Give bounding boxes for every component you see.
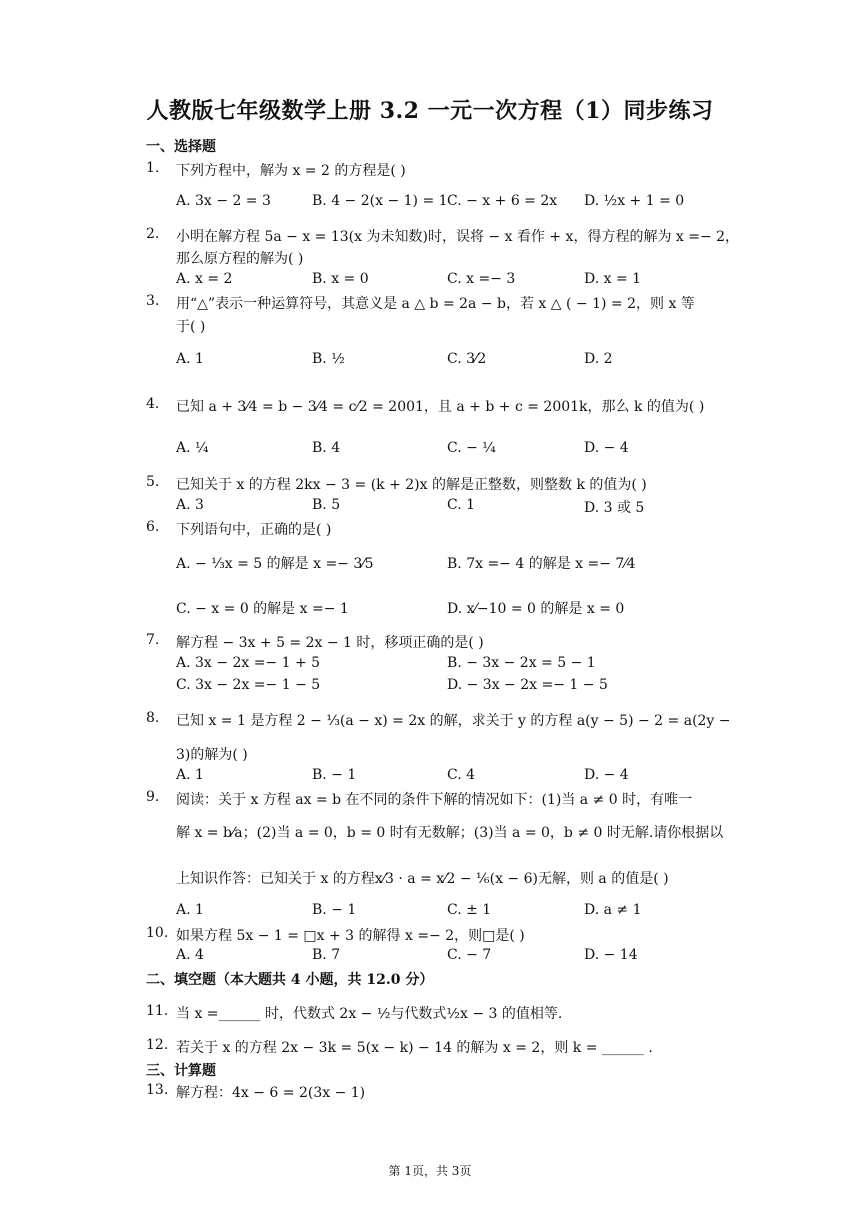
option-d: D. 2	[584, 351, 613, 367]
option-b: B. 5	[312, 497, 341, 513]
option-b: B. 7x =− 4 的解是 x =− 7⁄4	[447, 556, 636, 572]
question-number: 6.	[146, 519, 160, 535]
option-b: B. − 1	[312, 902, 357, 918]
option-d: D. x⁄−10 = 0 的解是 x = 0	[447, 601, 625, 617]
option-d: D. 3 或 5	[584, 500, 645, 516]
section-heading-choice: 一、选择题	[146, 139, 216, 155]
option-d: D. a ≠ 1	[584, 902, 642, 918]
option-c: C. 1	[447, 497, 476, 513]
option-b: B. 4	[312, 440, 341, 456]
option-a: A. 3x − 2x =− 1 + 5	[176, 655, 321, 671]
option-d: D. − 3x − 2x =− 1 − 5	[447, 677, 608, 693]
option-a: A. 1	[176, 351, 204, 367]
option-a: A. 1	[176, 767, 204, 783]
question-number: 7.	[146, 632, 160, 648]
question-stem: 解方程 − 3x + 5 = 2x − 1 时，移项正确的是( )	[176, 635, 484, 651]
page-title: 人教版七年级数学上册 3.2 一元一次方程（1）同步练习	[146, 98, 714, 124]
question-number: 2.	[146, 226, 160, 242]
option-c: C. 4	[447, 767, 476, 783]
option-c: C. − x + 6 = 2x	[447, 193, 558, 209]
question-stem-line: 3)的解为( )	[176, 747, 248, 763]
question-stem: 若关于 x 的方程 2x − 3k = 5(x − k) − 14 的解为 x = 2，则 k = ______ .	[176, 1040, 653, 1056]
option-a: A. − ⅓x = 5 的解是 x =− 3⁄5	[176, 556, 374, 572]
option-a: A. 1	[176, 902, 204, 918]
question-number: 11.	[146, 1003, 169, 1019]
option-a: A. 3x − 2 = 3	[176, 193, 271, 209]
question-number: 5.	[146, 474, 160, 490]
question-stem-line: 解 x = b⁄a；(2)当 a = 0，b = 0 时有无数解；(3)当 a = 0，b ≠ 0 时无解.请你根据以	[176, 825, 724, 841]
question-stem: 解方程：4x − 6 = 2(3x − 1)	[176, 1085, 366, 1101]
option-a: A. x = 2	[176, 271, 233, 287]
option-c: C. 3x − 2x =− 1 − 5	[176, 677, 321, 693]
option-b: B. 7	[312, 947, 341, 963]
option-a: A. 4	[176, 947, 204, 963]
question-number: 8.	[146, 710, 160, 726]
option-c: C. ± 1	[447, 902, 492, 918]
option-c: C. 3⁄2	[447, 351, 487, 367]
option-b: B. 4 − 2(x − 1) = 1	[312, 193, 448, 209]
option-d: D. x = 1	[584, 271, 642, 287]
option-d: D. − 14	[584, 947, 638, 963]
option-b: B. ½	[312, 351, 345, 367]
question-stem: 当 x =______ 时，代数式 2x − ½与代数式½x − 3 的值相等.	[176, 1006, 563, 1022]
question-stem-line: 阅读：关于 x 方程 ax = b 在不同的条件下解的情况如下：(1)当 a ≠ 0 时，有唯一	[176, 792, 693, 808]
option-c: C. − x = 0 的解是 x =− 1	[176, 601, 349, 617]
section-heading-calc: 三、计算题	[146, 1063, 216, 1079]
question-stem-line: 已知 x = 1 是方程 2 − ⅓(a − x) = 2x 的解，求关于 y 的方程 a(y − 5) − 2 = a(2y −	[176, 713, 731, 729]
question-number: 1.	[146, 160, 160, 176]
question-stem: 下列方程中，解为 x = 2 的方程是( )	[176, 163, 406, 179]
question-number: 10.	[146, 925, 169, 941]
option-c: C. − ¼	[447, 440, 496, 456]
question-stem: 已知 a + 3⁄4 = b − 3⁄4 = c⁄2 = 2001，且 a + b + c = 2001k，那么 k 的值为( )	[176, 399, 705, 415]
question-stem-line: 上知识作答：已知关于 x 的方程x⁄3 · a = x⁄2 − ⅙(x − 6)无解，则 a 的值是( )	[176, 871, 669, 887]
option-b: B. x = 0	[312, 271, 369, 287]
option-c: C. − 7	[447, 947, 492, 963]
option-a: A. ¼	[176, 440, 209, 456]
option-d: D. − 4	[584, 440, 629, 456]
question-number: 12.	[146, 1037, 169, 1053]
question-number: 9.	[146, 789, 160, 805]
question-number: 3.	[146, 293, 160, 309]
question-stem-line: 小明在解方程 5a − x = 13(x 为未知数)时，误将 − x 看作 + x，得方程的解为 x =− 2，	[176, 229, 740, 245]
section-heading-fill: 二、填空题（本大题共 4 小题，共 12.0 分）	[146, 972, 434, 988]
question-number: 4.	[146, 396, 160, 412]
option-b: B. − 1	[312, 767, 357, 783]
question-stem-line: 那么原方程的解为( )	[176, 251, 304, 267]
option-a: A. 3	[176, 497, 204, 513]
question-stem: 已知关于 x 的方程 2kx − 3 = (k + 2)x 的解是正整数，则整数 k 的值为( )	[176, 477, 647, 493]
question-stem: 如果方程 5x − 1 = □x + 3 的解得 x =− 2，则□是( )	[176, 928, 525, 944]
option-d: D. ½x + 1 = 0	[584, 193, 685, 209]
question-stem: 下列语句中，正确的是( )	[176, 522, 332, 538]
question-stem-line: 用“△”表示一种运算符号，其意义是 a △ b = 2a − b，若 x △ ( − 1) = 2，则 x 等	[176, 296, 695, 312]
option-d: D. − 4	[584, 767, 629, 783]
question-stem-line: 于( )	[176, 319, 206, 335]
option-c: C. x =− 3	[447, 271, 516, 287]
page-footer: 第 1页，共 3页	[388, 1164, 472, 1178]
question-number: 13.	[146, 1082, 169, 1098]
option-b: B. − 3x − 2x = 5 − 1	[447, 655, 596, 671]
